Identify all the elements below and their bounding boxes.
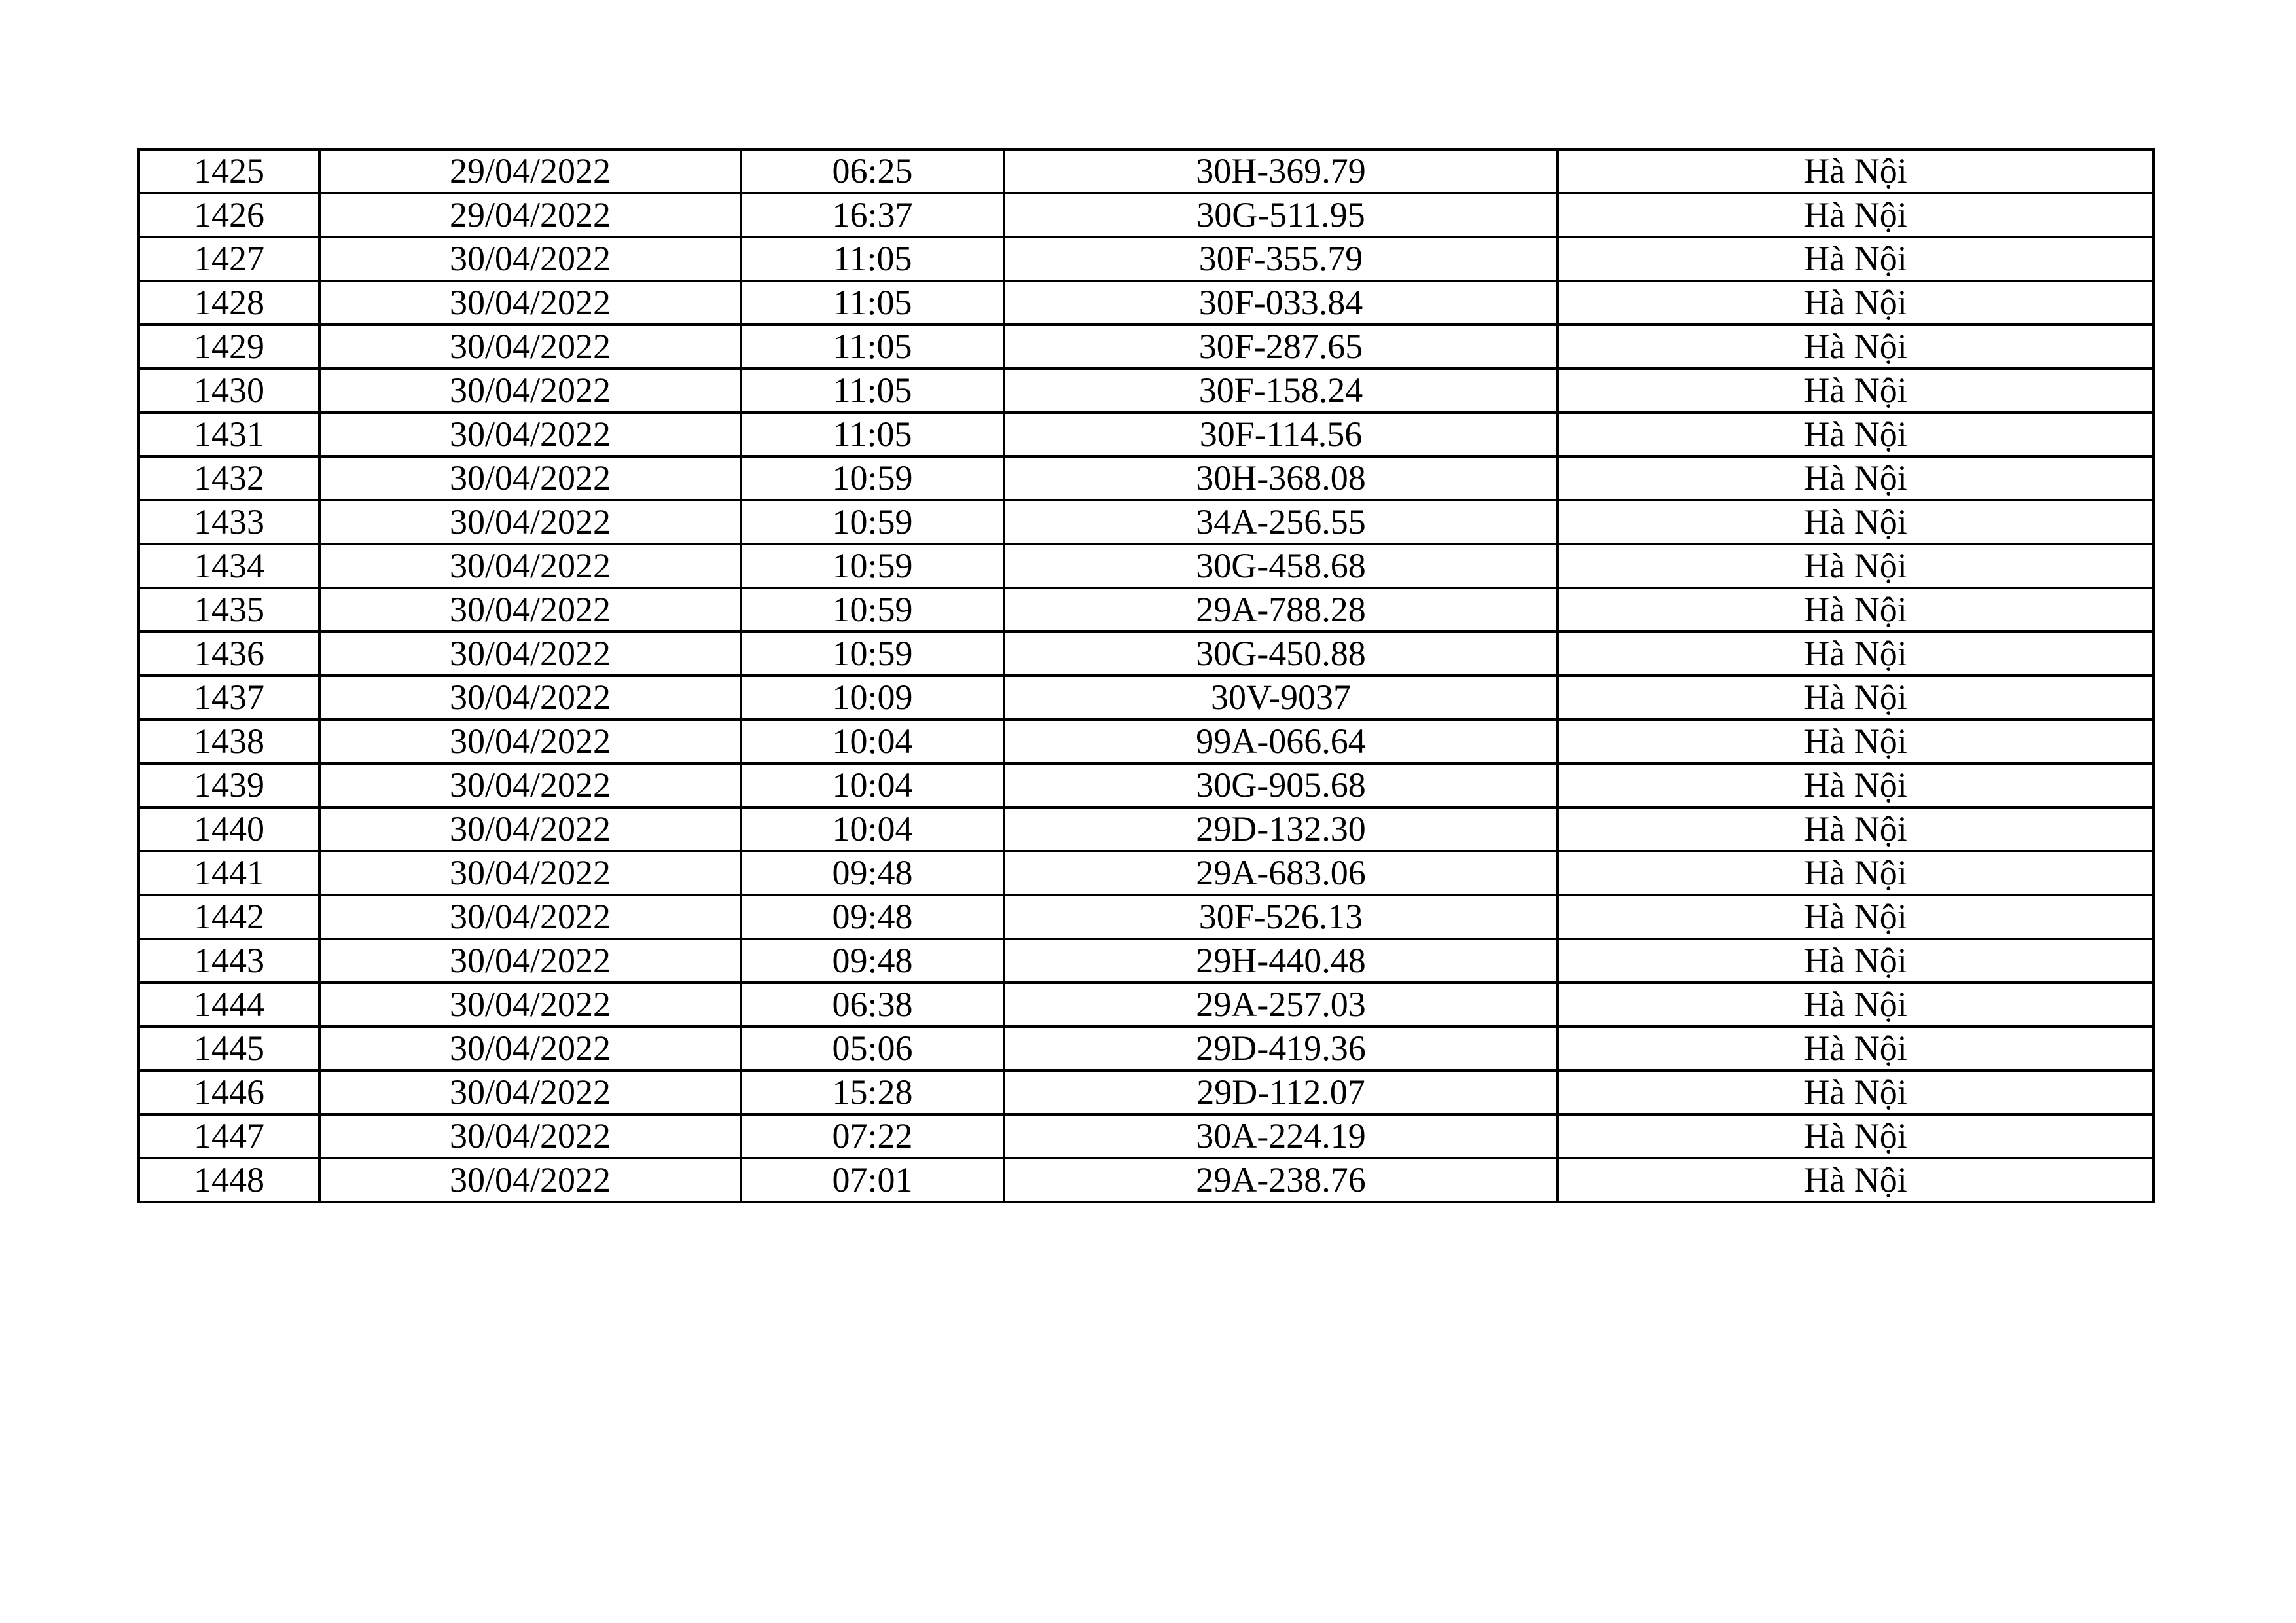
table-row: [139, 1070, 2153, 1114]
license-plate-cell: 30V-9037: [1004, 676, 1558, 720]
time-cell: 10:59: [741, 500, 1004, 544]
time-cell: 10:59: [741, 588, 1004, 632]
table-row: [139, 325, 2153, 369]
time-cell: 10:59: [741, 544, 1004, 588]
license-plate-cell: 29D-132.30: [1004, 807, 1558, 851]
row-number-cell: 1431: [139, 412, 319, 456]
time-cell: 11:05: [741, 237, 1004, 281]
location-cell: Hà Nội: [1558, 193, 2153, 237]
location-cell: Hà Nội: [1558, 763, 2153, 807]
table-row: [139, 720, 2153, 763]
location-cell: Hà Nội: [1558, 588, 2153, 632]
row-number-cell: 1446: [139, 1070, 319, 1114]
license-plate-cell: 30F-114.56: [1004, 412, 1558, 456]
license-plate-cell: 29A-788.28: [1004, 588, 1558, 632]
row-number-cell: 1428: [139, 281, 319, 325]
time-cell: 15:28: [741, 1070, 1004, 1114]
date-cell: 30/04/2022: [319, 456, 741, 500]
table-row: [139, 1158, 2153, 1202]
table-row: [139, 1114, 2153, 1158]
license-plate-cell: 30F-287.65: [1004, 325, 1558, 369]
license-plate-cell: 30G-511.95: [1004, 193, 1558, 237]
license-plate-cell: 30G-905.68: [1004, 763, 1558, 807]
table-row: [139, 369, 2153, 412]
license-plate-cell: 30H-369.79: [1004, 149, 1558, 193]
row-number-cell: 1442: [139, 895, 319, 939]
location-cell: Hà Nội: [1558, 544, 2153, 588]
table-row: [139, 632, 2153, 676]
license-plate-cell: 30F-158.24: [1004, 369, 1558, 412]
date-cell: 29/04/2022: [319, 149, 741, 193]
license-plate-cell: 30F-526.13: [1004, 895, 1558, 939]
date-cell: 30/04/2022: [319, 237, 741, 281]
location-cell: Hà Nội: [1558, 632, 2153, 676]
license-plate-cell: 30G-450.88: [1004, 632, 1558, 676]
license-plate-cell: 29D-112.07: [1004, 1070, 1558, 1114]
time-cell: 10:04: [741, 720, 1004, 763]
license-plate-cell: 30H-368.08: [1004, 456, 1558, 500]
license-plate-cell: 29A-683.06: [1004, 851, 1558, 895]
row-number-cell: 1437: [139, 676, 319, 720]
time-cell: 10:04: [741, 763, 1004, 807]
time-cell: 05:06: [741, 1027, 1004, 1070]
license-plate-cell: 29H-440.48: [1004, 939, 1558, 983]
row-number-cell: 1425: [139, 149, 319, 193]
license-plate-cell: 29A-257.03: [1004, 983, 1558, 1027]
time-cell: 10:04: [741, 807, 1004, 851]
date-cell: 30/04/2022: [319, 851, 741, 895]
date-cell: 30/04/2022: [319, 632, 741, 676]
license-plate-cell: 29A-238.76: [1004, 1158, 1558, 1202]
table-row: [139, 895, 2153, 939]
location-cell: Hà Nội: [1558, 1027, 2153, 1070]
table-row: [139, 281, 2153, 325]
date-cell: 29/04/2022: [319, 193, 741, 237]
time-cell: 07:22: [741, 1114, 1004, 1158]
table-row: [139, 500, 2153, 544]
time-cell: 11:05: [741, 369, 1004, 412]
location-cell: Hà Nội: [1558, 412, 2153, 456]
table-row: [139, 412, 2153, 456]
row-number-cell: 1438: [139, 720, 319, 763]
record-table: [137, 148, 2155, 1203]
table-row: [139, 851, 2153, 895]
license-plate-cell: 30F-033.84: [1004, 281, 1558, 325]
time-cell: 09:48: [741, 851, 1004, 895]
date-cell: 30/04/2022: [319, 763, 741, 807]
row-number-cell: 1426: [139, 193, 319, 237]
row-number-cell: 1443: [139, 939, 319, 983]
location-cell: Hà Nội: [1558, 325, 2153, 369]
table-row: [139, 763, 2153, 807]
license-plate-cell: 30A-224.19: [1004, 1114, 1558, 1158]
location-cell: Hà Nội: [1558, 895, 2153, 939]
table-row: [139, 983, 2153, 1027]
table-row: [139, 1027, 2153, 1070]
time-cell: 06:38: [741, 983, 1004, 1027]
table-row: [139, 149, 2153, 193]
row-number-cell: 1435: [139, 588, 319, 632]
time-cell: 10:59: [741, 632, 1004, 676]
date-cell: 30/04/2022: [319, 325, 741, 369]
location-cell: Hà Nội: [1558, 851, 2153, 895]
date-cell: 30/04/2022: [319, 983, 741, 1027]
date-cell: 30/04/2022: [319, 1158, 741, 1202]
table-row: [139, 939, 2153, 983]
time-cell: 09:48: [741, 895, 1004, 939]
date-cell: 30/04/2022: [319, 544, 741, 588]
table-row: [139, 676, 2153, 720]
date-cell: 30/04/2022: [319, 281, 741, 325]
table-row: [139, 807, 2153, 851]
record-table-body: [139, 149, 2153, 1202]
row-number-cell: 1445: [139, 1027, 319, 1070]
location-cell: Hà Nội: [1558, 939, 2153, 983]
time-cell: 09:48: [741, 939, 1004, 983]
location-cell: Hà Nội: [1558, 149, 2153, 193]
time-cell: 11:05: [741, 325, 1004, 369]
location-cell: Hà Nội: [1558, 237, 2153, 281]
table-row: [139, 588, 2153, 632]
license-plate-cell: 29D-419.36: [1004, 1027, 1558, 1070]
table-row: [139, 544, 2153, 588]
row-number-cell: 1444: [139, 983, 319, 1027]
date-cell: 30/04/2022: [319, 895, 741, 939]
date-cell: 30/04/2022: [319, 720, 741, 763]
license-plate-cell: 30F-355.79: [1004, 237, 1558, 281]
time-cell: 10:59: [741, 456, 1004, 500]
table-row: [139, 456, 2153, 500]
location-cell: Hà Nội: [1558, 983, 2153, 1027]
time-cell: 06:25: [741, 149, 1004, 193]
location-cell: Hà Nội: [1558, 1070, 2153, 1114]
row-number-cell: 1433: [139, 500, 319, 544]
location-cell: Hà Nội: [1558, 281, 2153, 325]
location-cell: Hà Nội: [1558, 807, 2153, 851]
date-cell: 30/04/2022: [319, 807, 741, 851]
license-plate-cell: 99A-066.64: [1004, 720, 1558, 763]
time-cell: 07:01: [741, 1158, 1004, 1202]
location-cell: Hà Nội: [1558, 1114, 2153, 1158]
row-number-cell: 1436: [139, 632, 319, 676]
row-number-cell: 1427: [139, 237, 319, 281]
location-cell: Hà Nội: [1558, 676, 2153, 720]
date-cell: 30/04/2022: [319, 412, 741, 456]
location-cell: Hà Nội: [1558, 500, 2153, 544]
table-row: [139, 193, 2153, 237]
date-cell: 30/04/2022: [319, 500, 741, 544]
date-cell: 30/04/2022: [319, 676, 741, 720]
time-cell: 11:05: [741, 281, 1004, 325]
row-number-cell: 1448: [139, 1158, 319, 1202]
date-cell: 30/04/2022: [319, 369, 741, 412]
date-cell: 30/04/2022: [319, 939, 741, 983]
time-cell: 10:09: [741, 676, 1004, 720]
date-cell: 30/04/2022: [319, 1070, 741, 1114]
date-cell: 30/04/2022: [319, 588, 741, 632]
license-plate-cell: 34A-256.55: [1004, 500, 1558, 544]
row-number-cell: 1434: [139, 544, 319, 588]
location-cell: Hà Nội: [1558, 369, 2153, 412]
row-number-cell: 1439: [139, 763, 319, 807]
location-cell: Hà Nội: [1558, 720, 2153, 763]
time-cell: 11:05: [741, 412, 1004, 456]
table-row: [139, 237, 2153, 281]
row-number-cell: 1429: [139, 325, 319, 369]
row-number-cell: 1447: [139, 1114, 319, 1158]
row-number-cell: 1441: [139, 851, 319, 895]
location-cell: Hà Nội: [1558, 456, 2153, 500]
time-cell: 16:37: [741, 193, 1004, 237]
location-cell: Hà Nội: [1558, 1158, 2153, 1202]
license-plate-cell: 30G-458.68: [1004, 544, 1558, 588]
date-cell: 30/04/2022: [319, 1027, 741, 1070]
date-cell: 30/04/2022: [319, 1114, 741, 1158]
row-number-cell: 1440: [139, 807, 319, 851]
row-number-cell: 1432: [139, 456, 319, 500]
row-number-cell: 1430: [139, 369, 319, 412]
